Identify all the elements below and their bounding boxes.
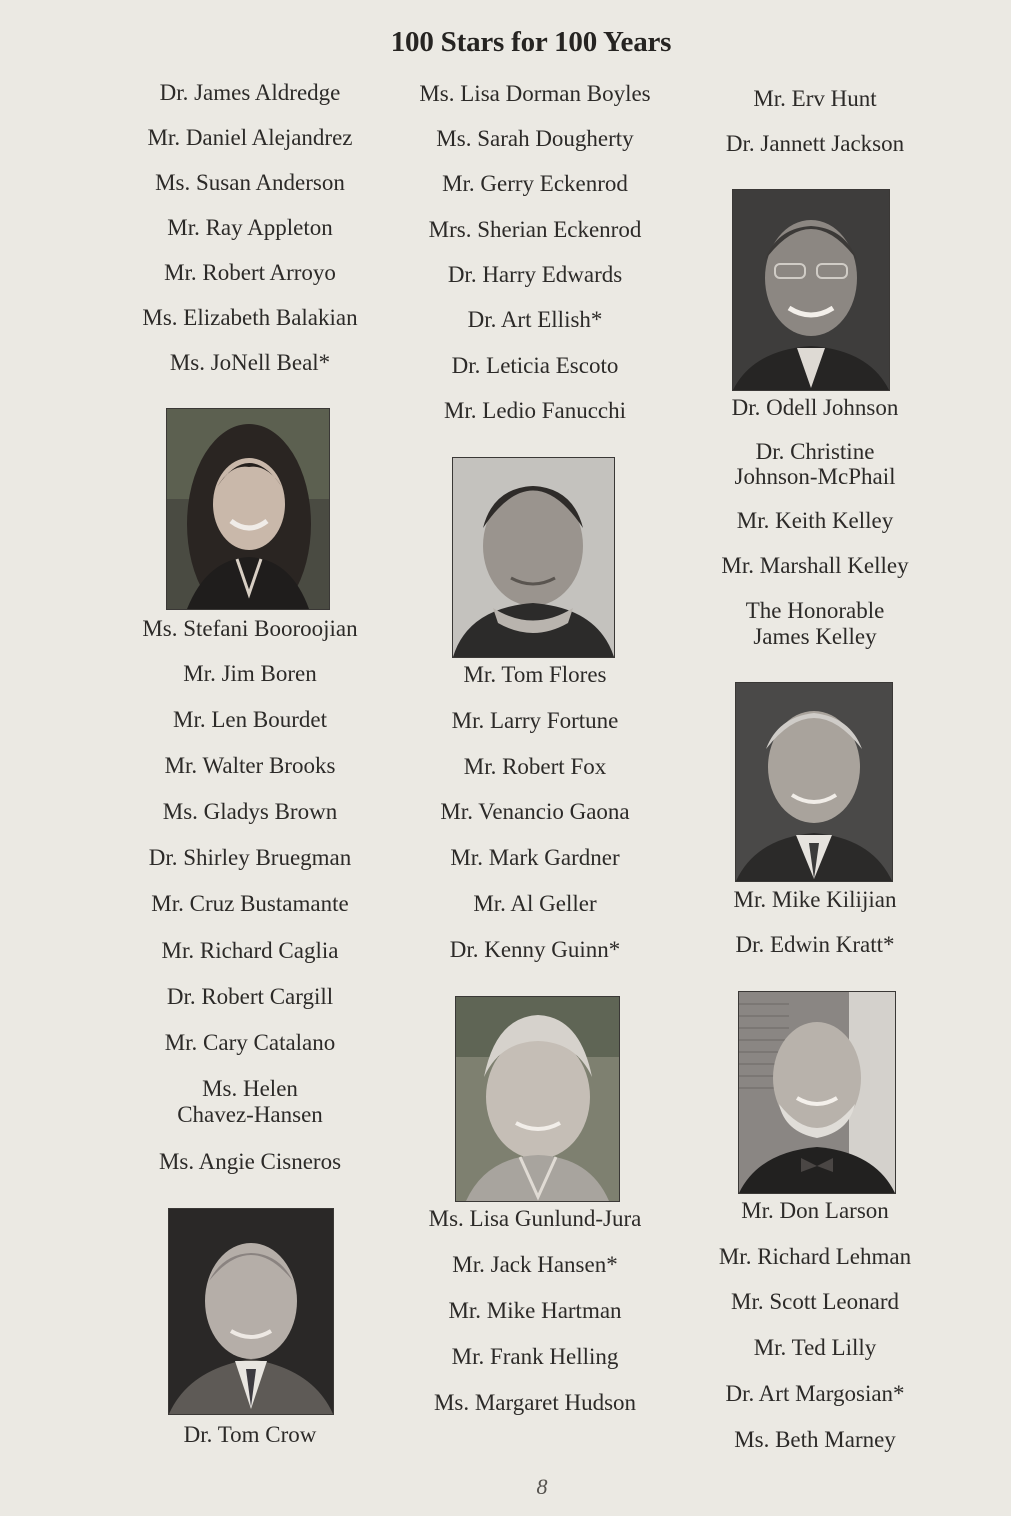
honoree-name: Mr. Richard Caglia	[161, 938, 339, 963]
photo-caption: Dr. Tom Crow	[183, 1422, 317, 1447]
honoree-name: Mr. Ted Lilly	[753, 1335, 877, 1360]
portrait-photo-man	[452, 457, 615, 658]
honoree-name: Dr. Robert Cargill	[166, 984, 334, 1009]
honoree-name: Mr. Marshall Kelley	[721, 553, 909, 578]
honoree-name: Ms. Susan Anderson	[155, 170, 345, 195]
honoree-name: Mr. Gerry Eckenrod	[442, 171, 628, 196]
portrait-photo-man	[168, 1208, 334, 1415]
honoree-name: Mrs. Sherian Eckenrod	[428, 217, 642, 242]
portrait-photo-man	[732, 189, 890, 391]
honoree-name: Mr. Cary Catalano	[164, 1030, 336, 1055]
honoree-name: Ms. Margaret Hudson	[433, 1390, 637, 1415]
honoree-name: James Kelley	[753, 624, 877, 649]
honoree-name: Dr. Harry Edwards	[447, 262, 623, 287]
honoree-name: Mr. Al Geller	[473, 891, 597, 916]
honoree-name: Ms. Gladys Brown	[162, 799, 338, 824]
photo-caption: Mr. Don Larson	[741, 1198, 889, 1223]
honoree-name: Ms. JoNell Beal*	[169, 350, 331, 375]
honoree-name: Dr. Leticia Escoto	[451, 353, 619, 378]
honoree-name: Mr. Cruz Bustamante	[151, 891, 349, 916]
page-number: 8	[536, 1474, 548, 1499]
honoree-name: Mr. Mark Gardner	[450, 845, 620, 870]
honoree-name: Dr. Edwin Kratt*	[735, 932, 895, 957]
honoree-name: Mr. Jack Hansen*	[452, 1252, 618, 1277]
honoree-name: Ms. Beth Marney	[734, 1427, 896, 1452]
honoree-name: The Honorable	[745, 598, 885, 623]
honoree-name: Ms. Sarah Dougherty	[436, 126, 634, 151]
honoree-name: Mr. Larry Fortune	[451, 708, 619, 733]
honoree-name: Mr. Jim Boren	[183, 661, 317, 686]
honoree-name: Mr. Mike Hartman	[448, 1298, 622, 1323]
honoree-name: Mr. Keith Kelley	[736, 508, 894, 533]
honoree-name: Mr. Scott Leonard	[731, 1289, 899, 1314]
honoree-name: Mr. Venancio Gaona	[440, 799, 630, 824]
honoree-name: Chavez-Hansen	[177, 1102, 323, 1127]
honoree-name: Mr. Daniel Alejandrez	[147, 125, 353, 150]
honoree-name: Mr. Walter Brooks	[164, 753, 336, 778]
honoree-name: Dr. Art Ellish*	[467, 307, 603, 332]
honoree-name: Ms. Lisa Dorman Boyles	[419, 81, 651, 106]
honoree-name: Mr. Richard Lehman	[718, 1244, 912, 1269]
photo-caption: Ms. Stefani Booroojian	[142, 616, 358, 641]
honoree-name: Dr. James Aldredge	[159, 80, 341, 105]
honoree-name: Mr. Ledio Fanucchi	[443, 398, 627, 423]
honoree-name: Mr. Len Bourdet	[173, 707, 327, 732]
honoree-name: Dr. Christine	[755, 439, 875, 464]
photo-caption: Ms. Lisa Gunlund-Jura	[428, 1206, 642, 1231]
portrait-photo-man	[738, 991, 896, 1194]
honoree-name: Dr. Jannett Jackson	[725, 131, 905, 156]
honoree-name: Dr. Art Margosian*	[725, 1381, 905, 1406]
photo-caption: Mr. Tom Flores	[463, 662, 607, 687]
honoree-name: Ms. Helen	[202, 1076, 298, 1101]
photo-caption: Mr. Mike Kilijian	[733, 887, 897, 912]
portrait-photo-man	[735, 682, 893, 882]
honoree-name: Mr. Robert Arroyo	[164, 260, 336, 285]
photo-caption: Dr. Odell Johnson	[731, 395, 899, 420]
honoree-name: Mr. Ray Appleton	[167, 215, 333, 240]
portrait-photo-woman	[166, 408, 330, 610]
honoree-name: Johnson-McPhail	[734, 464, 896, 489]
page-title: 100 Stars for 100 Years	[390, 26, 672, 58]
portrait-photo-woman	[455, 996, 620, 1202]
honoree-name: Ms. Angie Cisneros	[158, 1149, 342, 1174]
honoree-name: Mr. Robert Fox	[463, 754, 607, 779]
honoree-name: Dr. Kenny Guinn*	[449, 937, 621, 962]
honoree-name: Ms. Elizabeth Balakian	[142, 305, 358, 330]
honoree-name: Mr. Frank Helling	[451, 1344, 619, 1369]
honoree-name: Dr. Shirley Bruegman	[148, 845, 352, 870]
honoree-name: Mr. Erv Hunt	[753, 86, 877, 111]
